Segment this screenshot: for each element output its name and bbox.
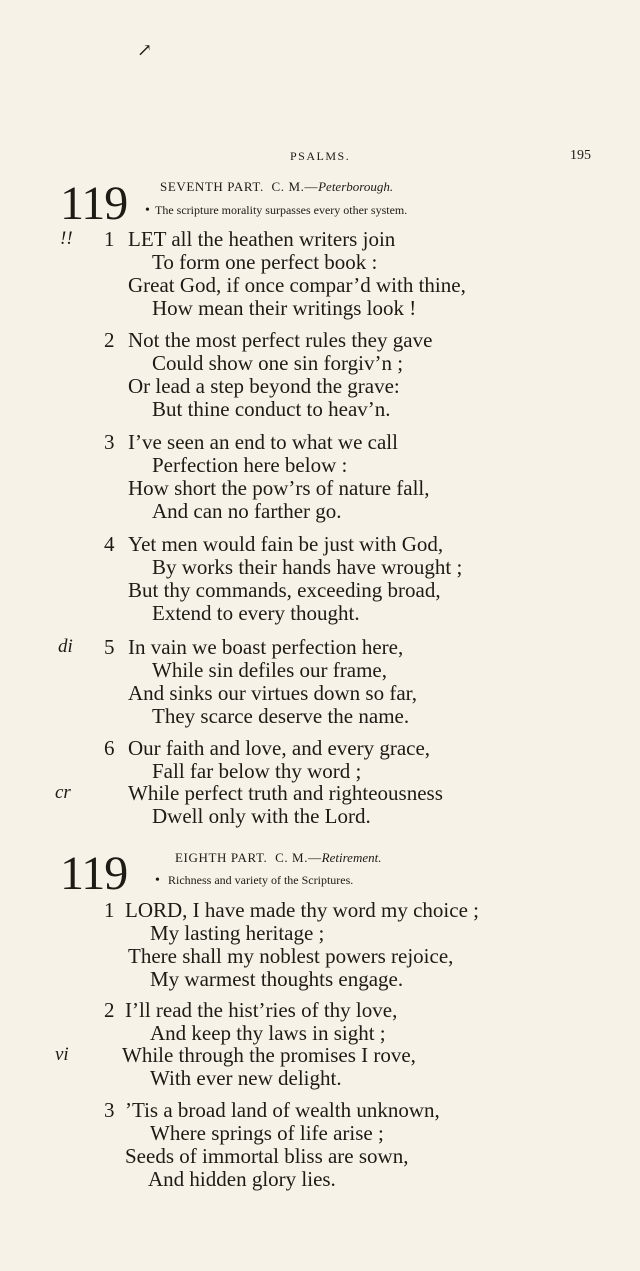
hymn-meter: C. M.—	[275, 850, 322, 865]
hymn-tune: Peterborough.	[318, 179, 394, 194]
verse-line: Not the most perfect rules they gave	[128, 328, 433, 352]
hymn-subtitle: Richness and variety of the Scriptures.	[168, 873, 354, 887]
verse-line: Where springs of life arise ;	[150, 1121, 384, 1145]
verse-line: ’Tis a broad land of wealth unknown,	[125, 1098, 440, 1122]
verse-line: While perfect truth and righteousness	[128, 781, 443, 805]
verse-number: 1	[104, 227, 115, 251]
verse-number: 2	[104, 328, 115, 352]
verse-line: With ever new delight.	[150, 1066, 342, 1090]
verse-line: Fall far below thy word ;	[152, 759, 362, 783]
hymn-number-dot: •	[155, 873, 160, 888]
verse-line: And keep thy laws in sight ;	[150, 1021, 386, 1045]
verse-line: Extend to every thought.	[152, 601, 360, 625]
verse-line: How short the pow’rs of nature fall,	[128, 476, 430, 500]
verse-number: 6	[104, 736, 115, 760]
margin-mark: cr	[55, 782, 71, 803]
margin-mark: vi	[55, 1044, 69, 1065]
hymn-tune: Retirement.	[321, 850, 382, 865]
verse-line: While through the promises I rove,	[122, 1043, 416, 1067]
verse-line: Or lead a step beyond the grave:	[128, 374, 400, 398]
verse-number: 3	[104, 430, 115, 454]
margin-mark: di	[58, 636, 73, 657]
verse-line: And hidden glory lies.	[148, 1167, 336, 1191]
verse-line: And sinks our virtues down so far,	[128, 681, 418, 705]
verse-line: In vain we boast perfection here,	[128, 635, 404, 659]
verse-number: 3	[104, 1098, 115, 1122]
verse-line: Perfection here below :	[152, 453, 348, 477]
verse-line: How mean their writings look !	[152, 296, 417, 320]
verse-line: And can no farther go.	[152, 499, 342, 523]
verse-line: I’ve seen an end to what we call	[128, 430, 398, 454]
verse-line: My lasting heritage ;	[150, 921, 325, 945]
verse-line: Could show one sin forgiv’n ;	[152, 351, 404, 375]
margin-mark: !!	[60, 228, 73, 249]
hymn-number: 119	[60, 177, 128, 230]
verse-number: 2	[104, 998, 115, 1022]
verse-line: By works their hands have wrought ;	[152, 555, 463, 579]
hymn-subtitle: The scripture morality surpasses every other system.	[155, 203, 408, 217]
hymn-meter: C. M.—	[271, 179, 319, 194]
verse-line: While sin defiles our frame,	[152, 658, 387, 682]
verse-line: They scarce deserve the name.	[152, 704, 410, 728]
page-number: 195	[570, 148, 591, 163]
printer-mark: ↗	[137, 40, 153, 60]
verse-line: But thine conduct to heav’n.	[152, 397, 391, 421]
verse-line: There shall my noblest powers rejoice,	[128, 944, 454, 968]
hymn-number: 119	[60, 847, 128, 900]
verse-line: LORD, I have made thy word my choice ;	[125, 898, 479, 922]
verse-line: My warmest thoughts engage.	[150, 967, 404, 991]
verse-line: Seeds of immortal bliss are sown,	[125, 1144, 409, 1168]
hymn-title	[160, 179, 393, 195]
verse-number: 4	[104, 532, 115, 556]
hymn-title	[175, 850, 381, 866]
running-head: PSALMS.	[290, 149, 351, 163]
verse-number: 5	[104, 635, 115, 659]
verse-line: Great God, if once compar’d with thine,	[128, 273, 466, 297]
hymn-part: SEVENTH PART.	[160, 179, 264, 194]
hymn-part: EIGHTH PART.	[175, 850, 268, 865]
verse-number: 1	[104, 898, 115, 922]
verse-line: LET all the heathen writers join	[128, 227, 396, 251]
verse-line: Dwell only with the Lord.	[152, 804, 371, 828]
verse-line: To form one perfect book :	[152, 250, 378, 274]
verse-line: Yet men would fain be just with God,	[128, 532, 444, 556]
verse-line: I’ll read the hist’ries of thy love,	[125, 998, 398, 1022]
verse-line: But thy commands, exceeding broad,	[128, 578, 441, 602]
hymn-number-dot: •	[145, 203, 150, 218]
verse-line: Our faith and love, and every grace,	[128, 736, 431, 760]
